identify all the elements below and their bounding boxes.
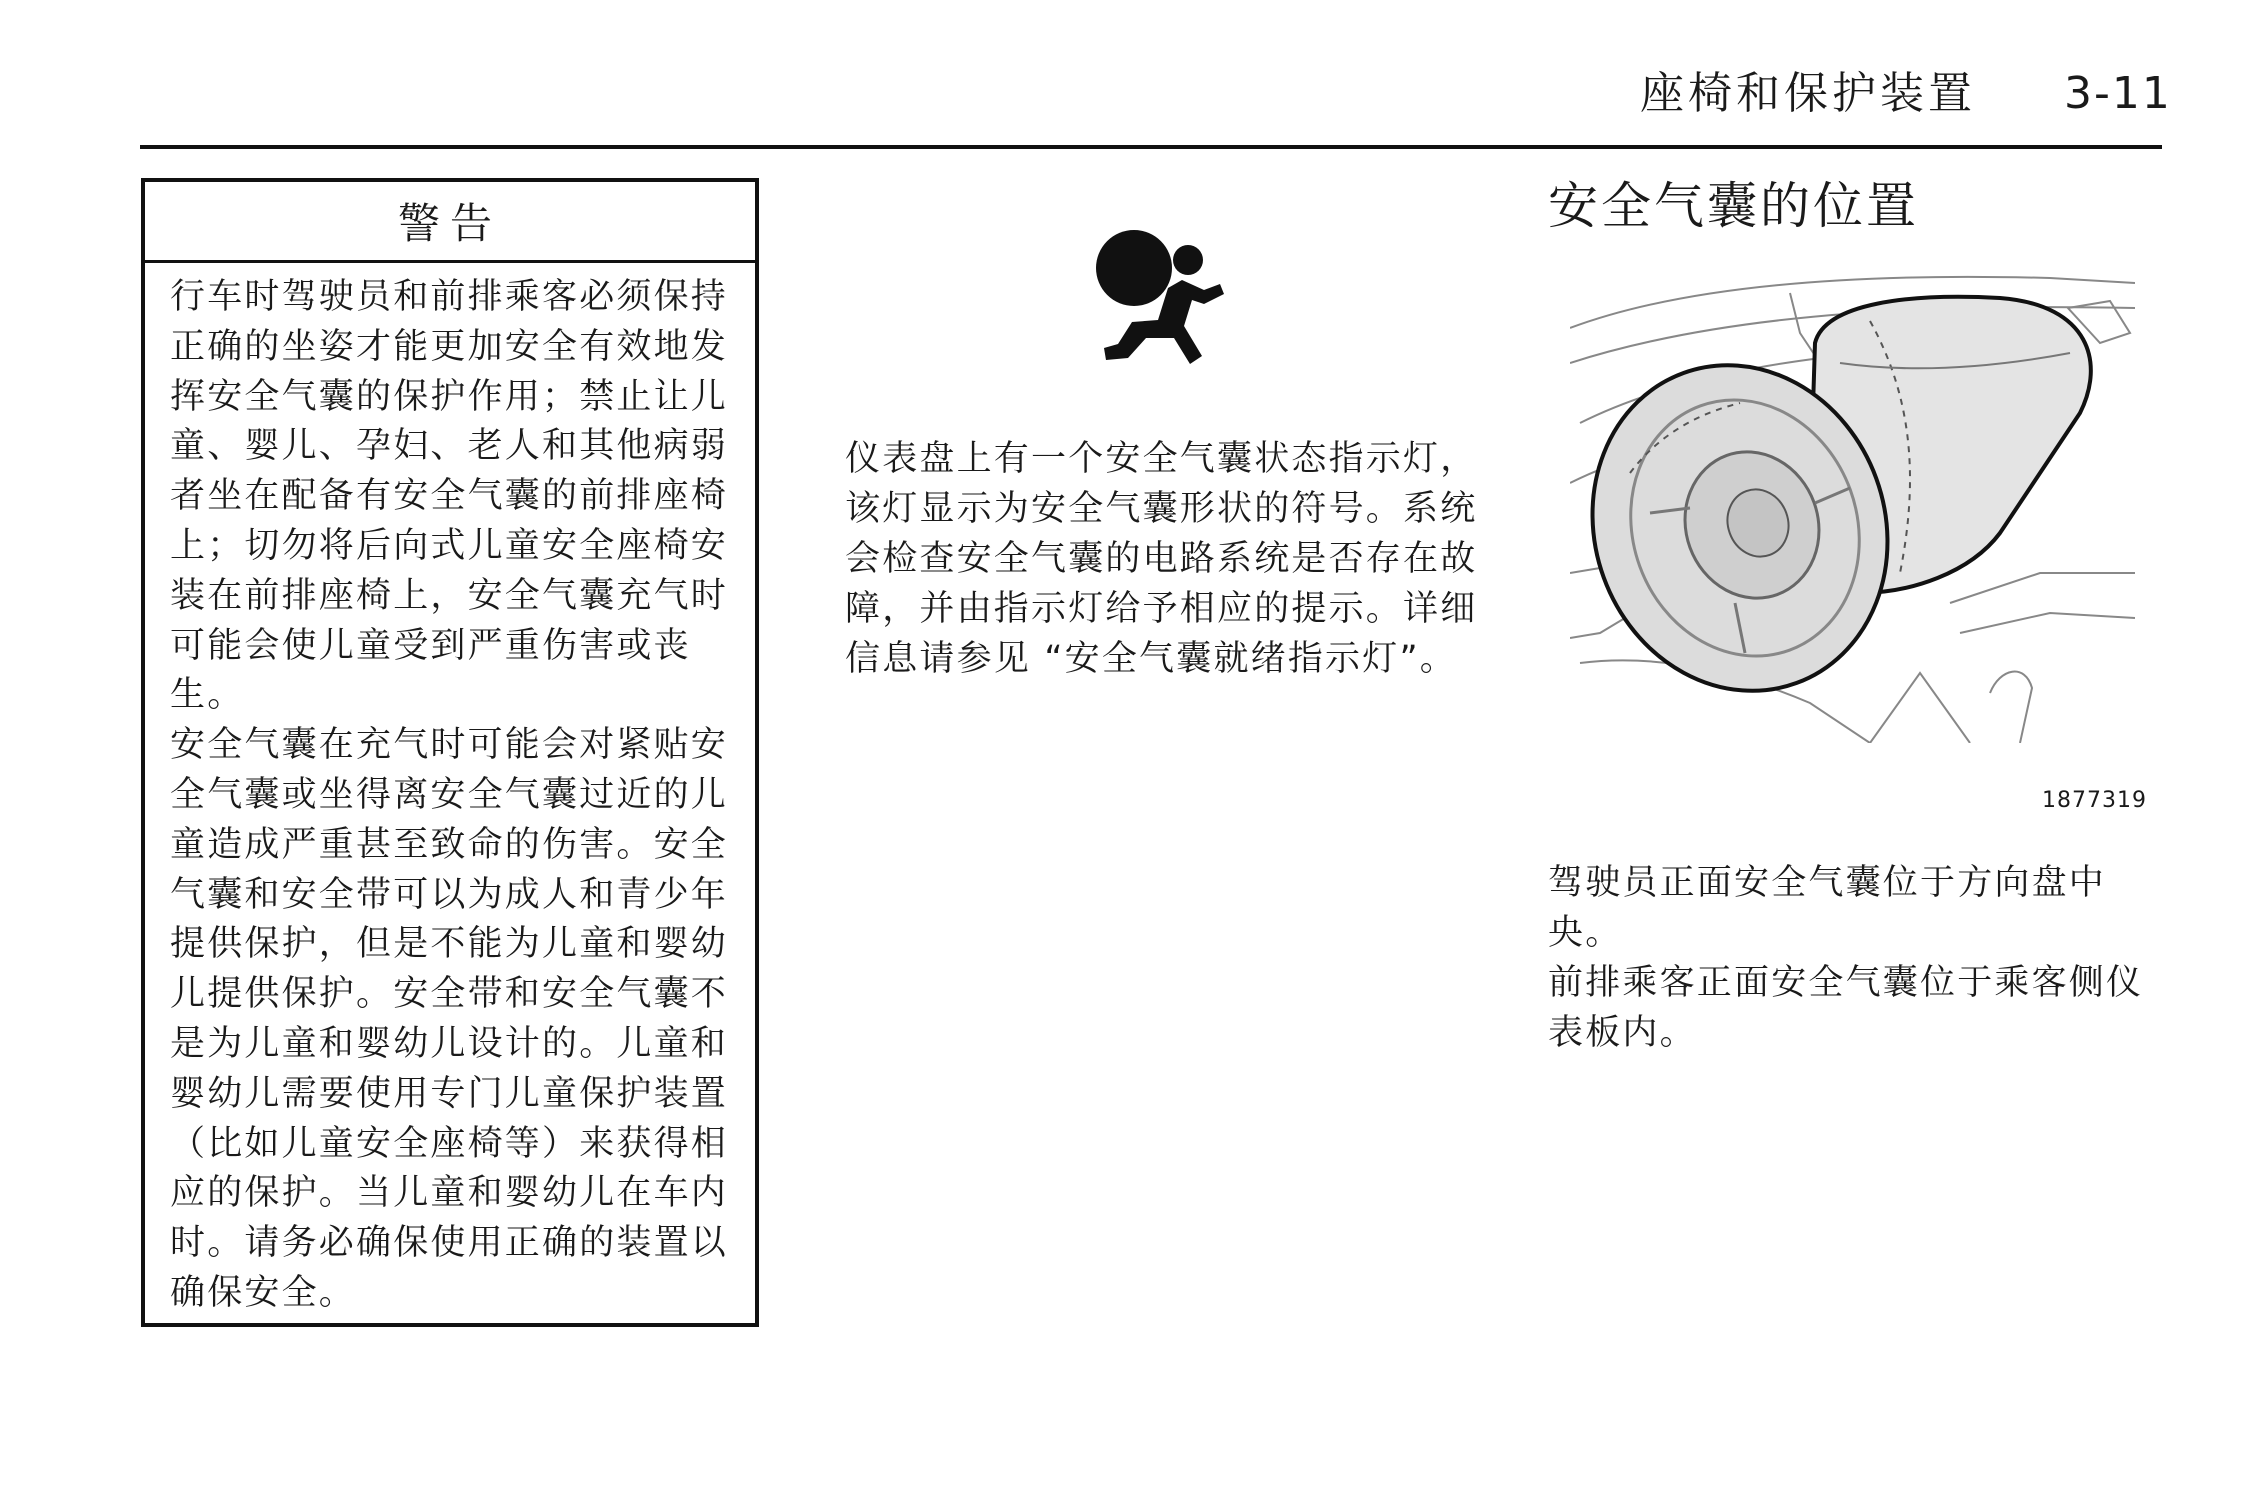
warning-paragraph-1: 行车时驾驶员和前排乘客必须保持正确的坐姿才能更加安全有效地发挥安全气囊的保护作用；禁止让儿童、婴儿、孕妇、老人和其他病弱者坐在配备有安全气囊的前排座椅上；切勿将后向式儿童安全座椅安装在前排座椅上，安全气囊充气时可能会使儿童受到严重伤害或丧生。: [170, 277, 729, 716]
warning-box: [141, 178, 759, 1327]
section-heading: 安全气囊的位置: [1548, 177, 1919, 235]
warning-paragraph-2: 安全气囊在充气时可能会对紧贴安全气囊或坐得离安全气囊过近的儿童造成严重甚至致命的伤害。安全气囊和安全带可以为成人和青少年提供保护，但是不能为儿童和婴幼儿提供保护。安全带和安全气囊不是为儿童和婴幼儿设计的。儿童和婴幼儿需要使用专门儿童保护装置（比如儿童安全座椅等）来获得相应的保护。当儿童和婴幼儿在车内时。请务必确保使用正确的装置以确保安全。: [170, 725, 729, 1313]
running-header-title: 座椅和保护装置: [1640, 68, 1976, 119]
indicator-description: 仪表盘上有一个安全气囊状态指示灯，该灯显示为安全气囊形状的符号。系统会检查安全气囊的电路系统是否存在故障，并由指示灯给予相应的提示。详细信息请参见 “安全气囊就绪指示灯”。: [845, 439, 1478, 679]
driver-airbag-text: 驾驶员正面安全气囊位于方向盘中央。: [1548, 863, 2107, 953]
passenger-airbag-text: 前排乘客正面安全气囊位于乘客侧仪表板内。: [1548, 963, 2144, 1053]
page-number: 3-11: [2064, 68, 2172, 119]
airbag-location-description: [1548, 858, 2148, 1058]
warning-body: [145, 263, 755, 1319]
airbag-location-illustration: [1570, 273, 2135, 743]
airbag-indicator-icon: [1088, 226, 1230, 366]
header-rule: [140, 145, 2162, 149]
warning-title: 警告: [145, 182, 755, 263]
figure-id: 1877319: [2042, 788, 2147, 813]
